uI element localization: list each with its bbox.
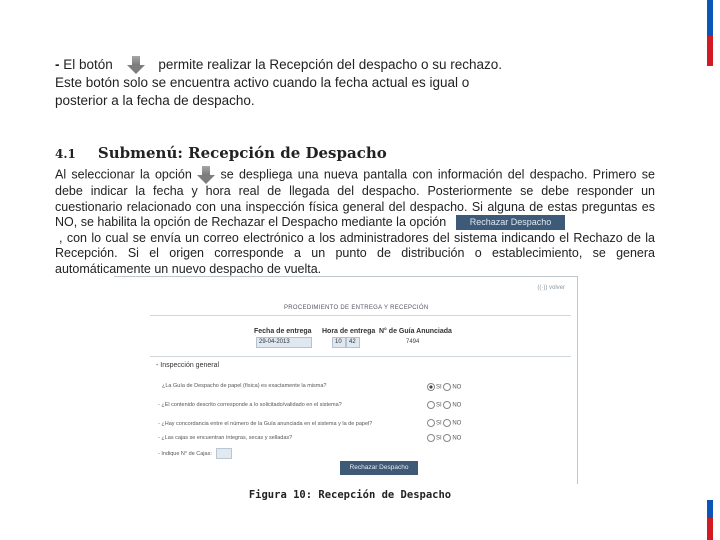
- radio-group-3[interactable]: SI NO: [427, 419, 461, 427]
- chile-flag-top: [707, 0, 713, 66]
- question-1: ¿La Guía de Despacho de papel (física) es exactamente la misma?: [162, 383, 327, 389]
- inspection-label: - Inspección general: [156, 362, 220, 369]
- box-count-input[interactable]: [216, 448, 232, 459]
- app-logo: ((·)) volver: [537, 285, 565, 291]
- down-arrow-icon: [127, 56, 145, 74]
- reject-dispatch-button[interactable]: Rechazar Despacho: [340, 461, 418, 475]
- section-heading: 4.1 Submenú: Recepción de Despacho: [55, 144, 387, 162]
- radio-group-2[interactable]: SI NO: [427, 401, 461, 409]
- question-3: - ¿Hay concordancia entre el número de la Guía anunciada en el sistema y la de papel?: [158, 421, 373, 427]
- reject-dispatch-button-image: Rechazar Despacho: [456, 215, 566, 230]
- guide-number: 7494: [406, 339, 420, 345]
- body-paragraph: Al seleccionar la opción se despliega una nueva pantalla con información del despacho. Primero se debe indicar la fecha y hora real de llegada del despacho. Posteriormente se debe responder un cuestionario relacionado con una inspección física general del despacho. Si alguna de estas preguntas es NO, se habilita la opción de Rechazar el Despacho mediante la opción Rechazar Despacho , con lo cual se envía un correo electrónico a los administradores del sistema indicando el Rechazo de la Recepción. Si el origen corresponde a un punto de distribución o establecimiento, se genera automáticamente un nuevo despacho de vuelta.: [55, 167, 655, 276]
- minute-field[interactable]: 42: [346, 337, 360, 348]
- chile-flag-bottom: [707, 500, 713, 540]
- figure-caption: Figura 10: Recepción de Despacho: [248, 489, 452, 501]
- date-field[interactable]: 29-04-2013: [256, 337, 312, 348]
- question-4: - ¿Las cajas se encuentran íntegras, secas y selladas?: [158, 435, 293, 441]
- radio-group-1[interactable]: SI NO: [427, 383, 461, 391]
- radio-group-4[interactable]: SI NO: [427, 434, 461, 442]
- down-arrow-icon: [197, 166, 215, 184]
- intro-text: - El botón permite realizar la Recepción del despacho o su rechazo. Este botón solo se encuentra activo cuando la fecha actual es igual o posterior a la fecha de despacho.: [55, 57, 503, 109]
- hour-field[interactable]: 10: [332, 337, 346, 348]
- question-5: - Indique N° de Cajas:: [158, 451, 212, 457]
- reception-screenshot: ((·)) volver PROCEDIMIENTO DE ENTREGA Y RECEPCIÓN Fecha de entrega Hora de entrega N° de Guía Anunciada 29-04-2013 10 42 7494 - Inspección general ¿La Guía de Despacho de papel (física) es exactamente la misma? - ¿El contenido descrito corresponde a lo solicitado/validado en el sistema? - ¿Hay concordancia entre el número de la Guía anunciada en el sistema y la de papel? - ¿Las cajas se encuentran íntegras, secas y selladas? - Indique N° de Cajas: SI NO SI NO SI NO SI NO Rechazar Despacho: [114, 276, 578, 484]
- question-2: - ¿El contenido descrito corresponde a lo solicitado/validado en el sistema?: [158, 402, 342, 408]
- procedure-title: PROCEDIMIENTO DE ENTREGA Y RECEPCIÓN: [284, 305, 429, 311]
